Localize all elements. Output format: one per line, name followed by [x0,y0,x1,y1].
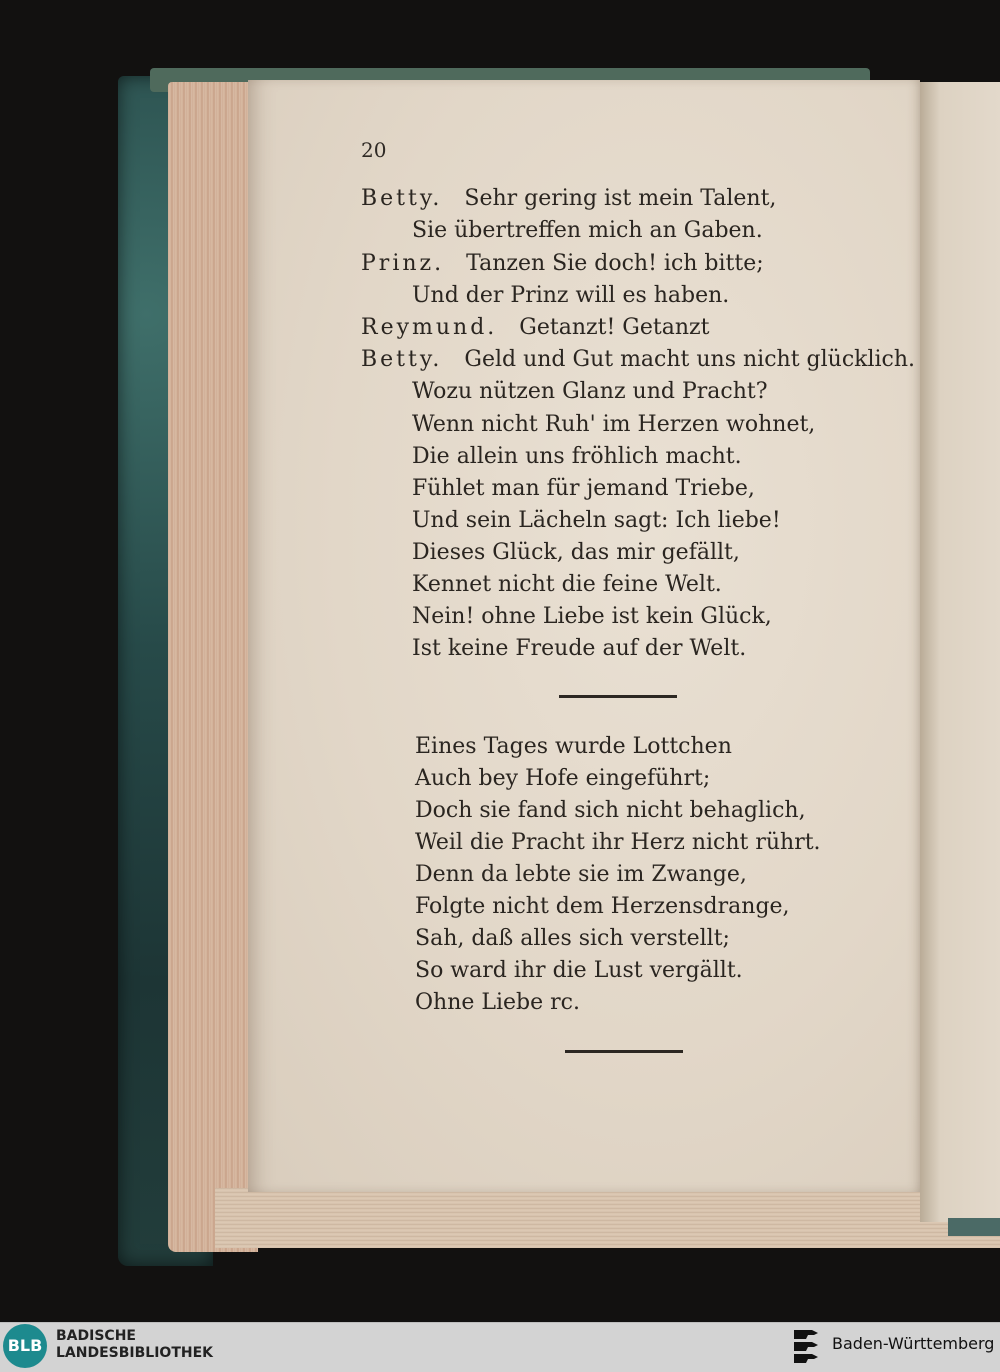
verse-line [412,379,768,405]
verse-line [412,476,755,502]
verse-line [415,894,790,920]
verse-text: Und der Prinz will es haben. [412,283,730,308]
verse-text: Die allein uns fröhlich macht. [412,444,742,469]
verse-line [415,734,732,760]
verse-line [412,540,740,566]
library-name-line1: BADISCHE [56,1328,136,1344]
verse-text: Kennet nicht die feine Welt. [412,572,722,597]
verse-line [415,798,806,824]
lion-emblem-icon [790,1326,822,1366]
verse-text: Getanzt! Getanzt [519,315,710,340]
verse-text: Fühlet man für jemand Triebe, [412,476,755,501]
verse-line [415,766,710,792]
verse-text: Ohne Liebe rc. [415,990,580,1015]
verse-text: Nein! ohne Liebe ist kein Glück, [412,604,772,629]
verse-text: Auch bey Hofe eingeführt; [415,766,711,791]
verse-line [412,218,763,244]
speaker-name: Reymund. [361,315,498,340]
verse-line [361,186,776,212]
verse-line [412,412,815,438]
verse-line [361,315,709,341]
verse-text: Dieses Glück, das mir gefällt, [412,540,740,565]
verse-line [415,830,821,856]
speaker-name: Betty. [361,186,443,211]
speaker-name: Prinz. [361,251,445,276]
verse-line [415,990,580,1016]
blb-logo[interactable]: BLB [3,1324,47,1368]
library-name-line2: LANDESBIBLIOTHEK [56,1345,214,1361]
library-name[interactable] [56,1328,213,1362]
verse-text: Denn da lebte sie im Zwange, [415,862,747,887]
verse-line [412,444,742,470]
page-number: 20 [361,138,387,162]
verse-text: Sah, daß alles sich verstellt; [415,926,730,951]
verse-text: Doch sie fand sich nicht behaglich, [415,798,806,823]
verse-text: Ist keine Freude auf der Welt. [412,636,747,661]
verse-line [412,636,746,662]
verse-text: Eines Tages wurde Lottchen [415,734,732,759]
verse-line [415,926,730,952]
verse-line [412,604,772,630]
end-divider [565,1050,683,1053]
verse-text: Und sein Lächeln sagt: Ich liebe! [412,508,781,533]
section-divider [559,695,677,698]
state-name[interactable]: Baden-Württemberg [832,1334,995,1353]
verse-text: Folgte nicht dem Herzensdrange, [415,894,790,919]
verse-text: Weil die Pracht ihr Herz nicht rührt. [415,830,821,855]
verse-text: Sie übertreffen mich an Gaben. [412,218,763,243]
verse-text: So ward ihr die Lust vergällt. [415,958,743,983]
verse-text: Sehr gering ist mein Talent, [464,186,777,211]
verse-text: Wozu nützen Glanz und Pracht? [412,379,768,404]
verse-line [412,508,781,534]
verse-line [361,347,915,373]
verse-text: Geld und Gut macht uns nicht glücklich. [464,347,916,372]
verse-line [412,283,729,309]
verse-line [415,958,743,984]
verse-line [361,251,764,277]
speaker-name: Betty. [361,347,443,372]
verse-line [412,572,722,598]
verse-line [415,862,747,888]
verse-text: Wenn nicht Ruh' im Herzen wohnet, [412,412,816,437]
verse-text: Tanzen Sie doch! ich bitte; [466,251,764,276]
